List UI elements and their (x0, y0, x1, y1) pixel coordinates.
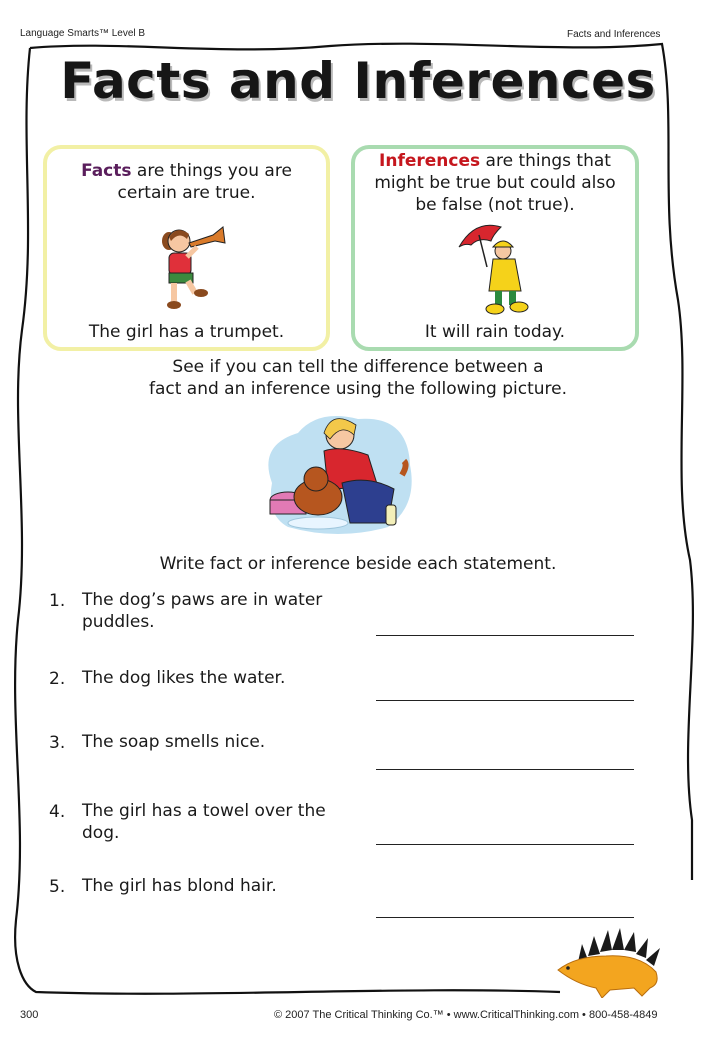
inferences-example: It will rain today. (424, 322, 566, 342)
answer-line[interactable] (376, 700, 634, 701)
intro-line2: fact and an inference using the following picture. (148, 379, 568, 399)
answer-line[interactable] (376, 844, 634, 845)
question-number: 1. (49, 591, 66, 611)
facts-keyword: Facts (81, 161, 132, 181)
question-line2: dog. (82, 823, 120, 843)
question-line2: puddles. (82, 612, 155, 632)
question-line1: The soap smells nice. (82, 732, 266, 752)
facts-definition-box (43, 145, 330, 351)
facts-definition (47, 160, 326, 204)
girl-trumpet-illustration (157, 219, 232, 319)
umbrella-child-illustration (457, 221, 539, 317)
intro-text (0, 356, 716, 400)
facts-definition-line2: certain are true. (117, 183, 256, 203)
instructions: Write fact or inference beside each statement. (159, 554, 557, 574)
inferences-definition-box (351, 145, 639, 351)
facts-definition-rest: are things you are (131, 161, 292, 181)
stegosaurus-mascot-icon (556, 926, 668, 998)
answer-line[interactable] (376, 635, 634, 636)
question-statement (82, 667, 372, 689)
inferences-definition-line3: be false (not true). (415, 195, 575, 215)
inferences-definition (355, 150, 635, 216)
question-line1: The dog likes the water. (82, 668, 286, 688)
question-statement (82, 800, 372, 844)
question-line1: The dog’s paws are in water (82, 590, 323, 610)
facts-example: The girl has a trumpet. (88, 322, 285, 342)
page-title: Facts and Inferences (60, 52, 656, 110)
question-number: 2. (49, 669, 66, 689)
page-number: 300 (20, 1009, 39, 1021)
footer-copyright: © 2007 The Critical Thinking Co.™ • www.CriticalThinking.com • 800-458-4849 (274, 1009, 658, 1021)
question-line1: The girl has blond hair. (82, 876, 277, 896)
question-number: 5. (49, 877, 66, 897)
question-line1: The girl has a towel over the (82, 801, 326, 821)
girl-washing-dog-illustration (258, 405, 418, 540)
answer-line[interactable] (376, 917, 634, 918)
intro-line1: See if you can tell the difference between a (172, 357, 544, 377)
inferences-definition-line2: might be true but could also (374, 173, 616, 193)
answer-line[interactable] (376, 769, 634, 770)
inferences-keyword: Inferences (379, 151, 481, 171)
header-level-label: Language Smarts™ Level B (20, 28, 146, 39)
question-number: 4. (49, 802, 66, 822)
question-statement (82, 875, 372, 897)
question-statement (82, 589, 372, 633)
question-statement (82, 731, 372, 753)
inferences-definition-rest: are things that (480, 151, 611, 171)
header-topic-label: Facts and Inferences (567, 29, 661, 40)
question-number: 3. (49, 733, 66, 753)
